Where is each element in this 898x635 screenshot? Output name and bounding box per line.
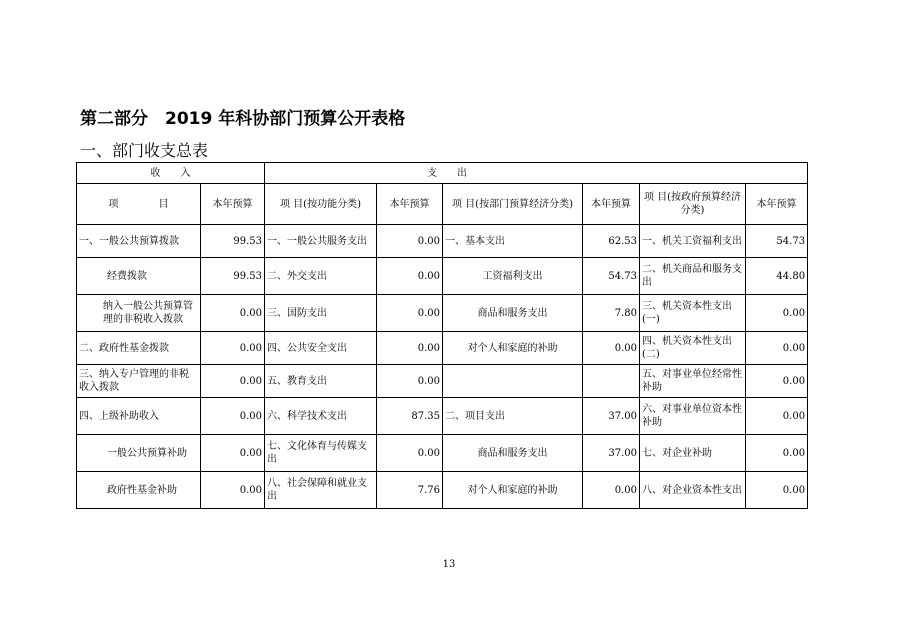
func-value: 0.00: [377, 435, 443, 472]
table-row: [77, 365, 808, 398]
dept-item: 工资福利支出: [443, 258, 583, 295]
func-item-header: 项 目(按功能分类): [265, 184, 377, 225]
income-value: 0.00: [201, 472, 265, 509]
header-row-2: [77, 184, 808, 225]
gov-item: 八、对企业资本性支出: [640, 472, 746, 509]
gov-value: 44.80: [746, 258, 808, 295]
header-row-1: [77, 163, 808, 184]
table-row: [77, 398, 808, 435]
func-item: 一、一般公共服务支出: [265, 225, 377, 258]
dept-econ-item-header: 项 目(按部门预算经济分类): [443, 184, 583, 225]
income-item: 政府性基金补助: [77, 472, 201, 509]
gov-item: 六、对事业单位资本性补助: [640, 398, 746, 435]
func-item: 四、公共安全支出: [265, 332, 377, 365]
gov-budget-header: 本年预算: [746, 184, 808, 225]
table-row: [77, 435, 808, 472]
func-item: 七、文化体育与传媒支出: [265, 435, 377, 472]
gov-item: 四、机关资本性支出(二): [640, 332, 746, 365]
gov-value: 54.73: [746, 225, 808, 258]
income-item: 二、政府性基金拨款: [77, 332, 201, 365]
func-item: 五、教育支出: [265, 365, 377, 398]
income-item: 一、一般公共预算拨款: [77, 225, 201, 258]
gov-item: 三、机关资本性支出(一): [640, 295, 746, 332]
table-row: [77, 225, 808, 258]
income-item: 四、上级补助收入: [77, 398, 201, 435]
dept-item: 对个人和家庭的补助: [443, 472, 583, 509]
gov-item: 二、机关商品和服务支出: [640, 258, 746, 295]
dept-value: 0.00: [583, 332, 640, 365]
func-value: 0.00: [377, 365, 443, 398]
dept-budget-header: 本年预算: [583, 184, 640, 225]
gov-value: 0.00: [746, 332, 808, 365]
func-value: 0.00: [377, 332, 443, 365]
gov-item: 七、对企业补助: [640, 435, 746, 472]
dept-value: 62.53: [583, 225, 640, 258]
income-item: 三、纳入专户管理的非税收入拨款: [77, 365, 201, 398]
func-item: 三、国防支出: [265, 295, 377, 332]
table-row: [77, 472, 808, 509]
table-row: [77, 332, 808, 365]
dept-value: [583, 365, 640, 398]
func-value: 7.76: [377, 472, 443, 509]
page-title: 第二部分 2019 年科协部门预算公开表格: [80, 109, 406, 129]
func-item: 八、社会保障和就业支出: [265, 472, 377, 509]
table-row: [77, 295, 808, 332]
expense-header: 支 出: [265, 163, 808, 184]
dept-value: 37.00: [583, 435, 640, 472]
gov-value: 0.00: [746, 398, 808, 435]
income-value: 99.53: [201, 225, 265, 258]
income-item: 一般公共预算补助: [77, 435, 201, 472]
func-budget-header: 本年预算: [377, 184, 443, 225]
income-value: 0.00: [201, 435, 265, 472]
dept-item: 商品和服务支出: [443, 435, 583, 472]
income-item-header: 项 目: [77, 184, 201, 225]
func-value: 87.35: [377, 398, 443, 435]
income-item: 经费拨款: [77, 258, 201, 295]
func-value: 0.00: [377, 258, 443, 295]
gov-econ-item-header: 项 目(按政府预算经济分类): [640, 184, 746, 225]
dept-value: 54.73: [583, 258, 640, 295]
income-header: 收 入: [77, 163, 265, 184]
page-number: 13: [442, 559, 456, 570]
dept-value: 7.80: [583, 295, 640, 332]
gov-value: 0.00: [746, 365, 808, 398]
income-budget-header: 本年预算: [201, 184, 265, 225]
gov-item: 一、机关工资福利支出: [640, 225, 746, 258]
func-item: 二、外交支出: [265, 258, 377, 295]
income-value: 0.00: [201, 332, 265, 365]
income-value: 0.00: [201, 398, 265, 435]
dept-item: 对个人和家庭的补助: [443, 332, 583, 365]
dept-value: 37.00: [583, 398, 640, 435]
income-value: 0.00: [201, 295, 265, 332]
dept-item: 商品和服务支出: [443, 295, 583, 332]
gov-value: 0.00: [746, 435, 808, 472]
dept-value: 0.00: [583, 472, 640, 509]
table-title: 一、部门收支总表: [80, 141, 209, 160]
income-item: 纳入一般公共预算管理的非税收入拨款: [77, 295, 201, 332]
dept-item: 二、项目支出: [443, 398, 583, 435]
gov-value: 0.00: [746, 295, 808, 332]
table-row: [77, 258, 808, 295]
dept-item: 一、基本支出: [443, 225, 583, 258]
budget-summary-table: [76, 162, 808, 509]
gov-item: 五、对事业单位经常性补助: [640, 365, 746, 398]
gov-value: 0.00: [746, 472, 808, 509]
func-value: 0.00: [377, 295, 443, 332]
func-item: 六、科学技术支出: [265, 398, 377, 435]
income-value: 0.00: [201, 365, 265, 398]
func-value: 0.00: [377, 225, 443, 258]
dept-item: [443, 365, 583, 398]
income-value: 99.53: [201, 258, 265, 295]
